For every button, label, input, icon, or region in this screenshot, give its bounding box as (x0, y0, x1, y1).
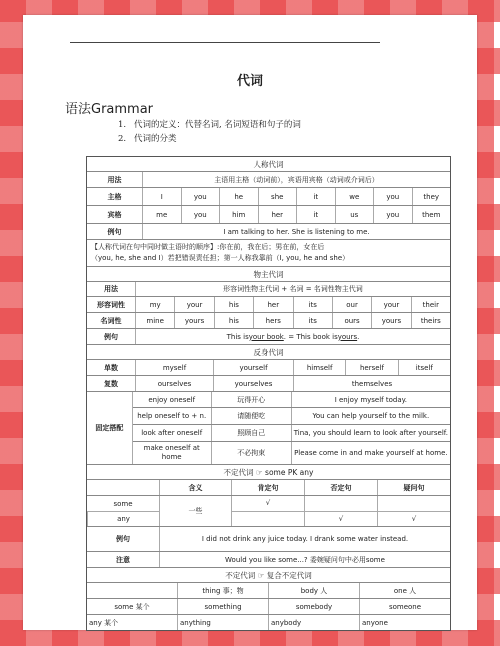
some-any-block: some any 一些 √ √ √ (87, 495, 450, 526)
table-row: 例句 I did not drink any juice today. I drank some water instead. (87, 526, 450, 551)
table-row: 名词性 mine yours his hers its ours yours theirs (87, 312, 450, 328)
page-title: 代词 (236, 74, 263, 89)
table-row: enjoy oneself 玩得开心 I enjoy myself today. (133, 392, 450, 407)
table-row: make oneself at home 不必拘束 Please come in and make yourself at home. (133, 441, 450, 464)
table-row: 例句 This is your book . = This book is yours . (87, 328, 450, 344)
table-row: 例句 I am talking to her. She is listening to me. (87, 223, 450, 239)
section-header-compound: 不定代词 ☞ 复合不定代词 (87, 567, 450, 582)
section-header-reflexive: 反身代词 (87, 344, 450, 359)
table-row: 注意 Would you like some...? 委婉疑问句中必用some (87, 551, 450, 567)
list-item: 1. 代词的定义：代替名词, 名词短语和句子的词 (118, 120, 301, 130)
table-row: some 某个 something somebody someone (87, 598, 450, 614)
header-rule (70, 42, 380, 43)
table-row: 宾格 me you him her it us you them (87, 205, 450, 223)
table-row: 形容词性 my your his her its our your their (87, 296, 450, 312)
table-row: 用法 形容词性物主代词 + 名词 = 名词性物主代词 (87, 281, 450, 296)
table-row: 含义 肯定句 否定句 疑问句 (87, 479, 450, 495)
table-row: 单数 myself yourself himself herself itself (87, 359, 450, 375)
section-header-possessive: 物主代词 (87, 266, 450, 281)
possessive-example: This is your book . = This book is yours . (135, 329, 450, 344)
table-row: help oneself to + n. 请随便吃 You can help yourself to the milk. (133, 407, 450, 424)
table-row: look after oneself 照顾自己 Tina, you should learn to look after yourself. (133, 424, 450, 441)
table-row: 主格 I you he she it we you they (87, 187, 450, 205)
table-row: 用法 主语用主格（动词前），宾语用宾格（动词或介词后） (87, 171, 450, 187)
section-heading: 语法Grammar (65, 102, 154, 117)
table-row: 复数 ourselves yourselves themselves (87, 375, 450, 391)
table-row: thing 事；物 body 人 one 人 (87, 582, 450, 598)
definition-list (118, 118, 301, 146)
section-header-personal: 人称代词 (253, 159, 284, 169)
table-row: any 某个 anything anybody anyone (87, 614, 450, 630)
order-note: 【人称代词在句中同时做主语时的顺序】:你在前，我在后；男在前，女在后 （you, he, she and I）若把错误责任担；第一人称我靠前（I, you, he and she） (87, 239, 450, 266)
pronoun-table (86, 156, 451, 631)
list-item: 2. 代词的分类 (118, 134, 177, 144)
section-header-some-any: 不定代词 ☞ some PK any (87, 464, 450, 479)
fixed-phrases-block: 固定搭配 enjoy oneself 玩得开心 I enjoy myself today. help oneself to + n. 请随便吃 You can help yourself to the milk. look after oneself 照顾自己 Tina, you should learn to look after yourself. make oneself at home 不必拘束 Please come in and make yourself at home. (87, 391, 450, 464)
